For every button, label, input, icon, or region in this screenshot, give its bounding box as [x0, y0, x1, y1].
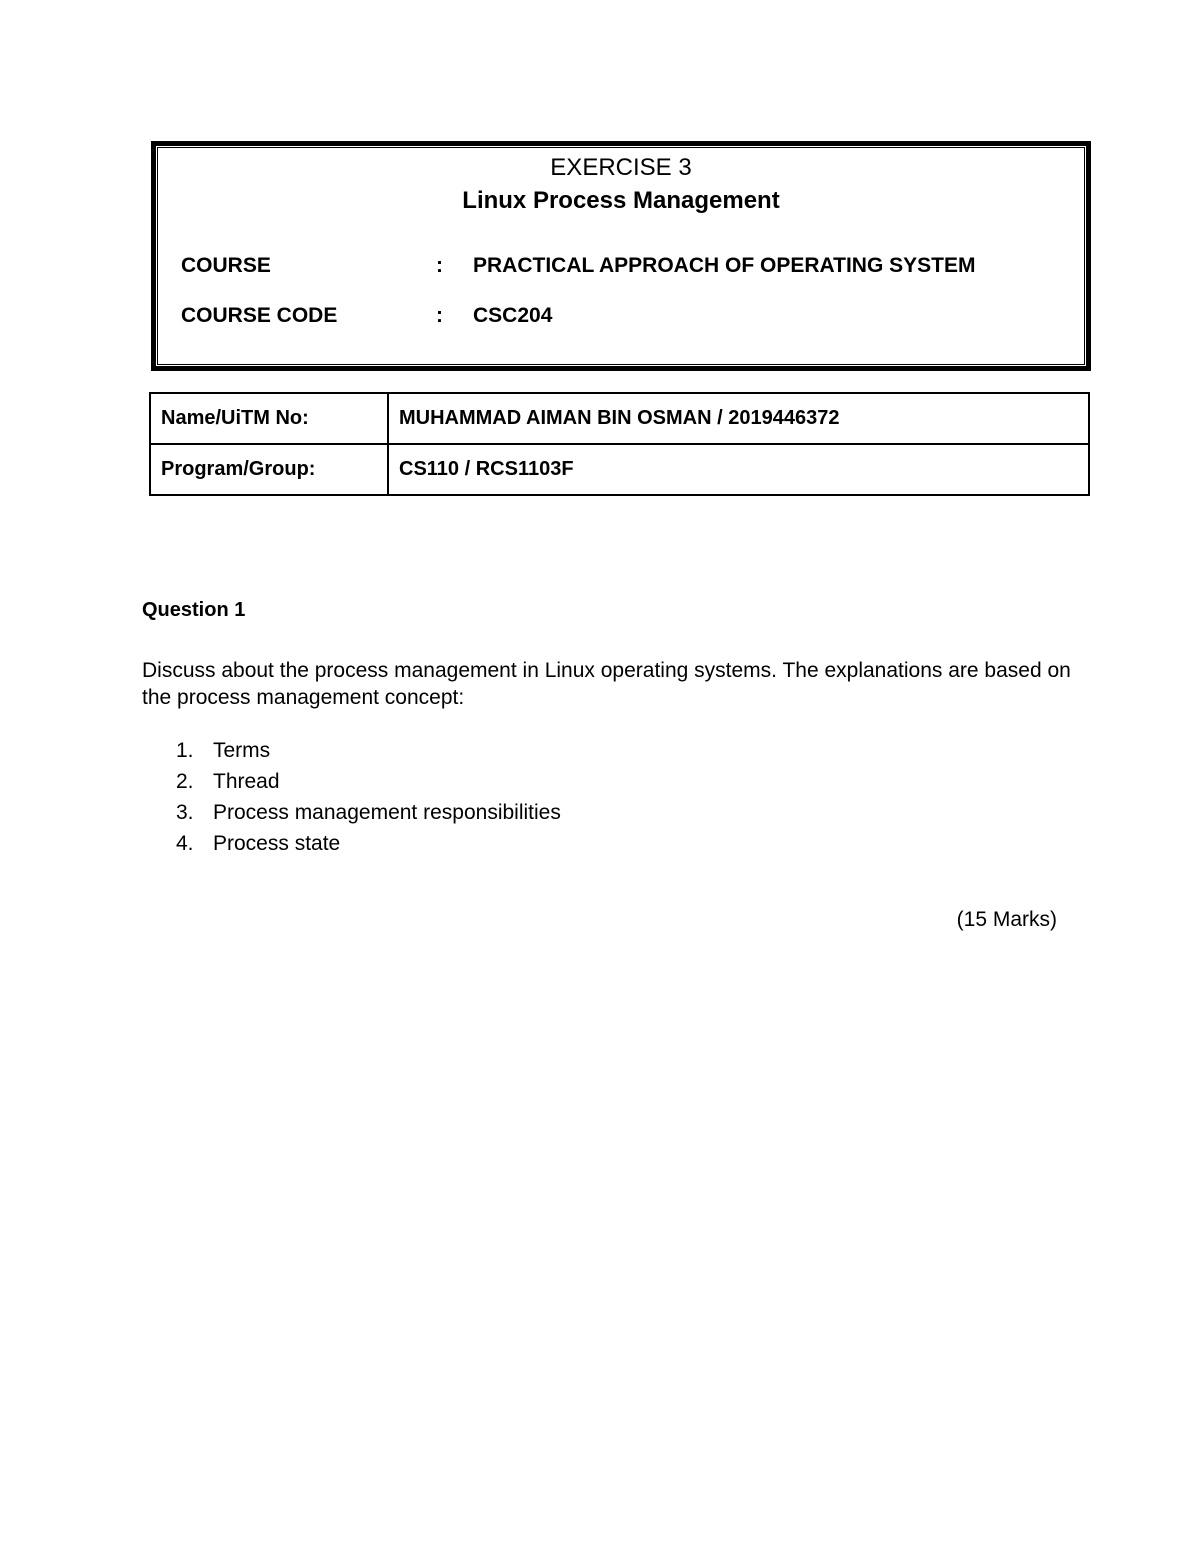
program-value-cell: CS110 / RCS1103F	[388, 444, 1089, 495]
list-item-text: Process state	[213, 832, 341, 855]
list-item-number: 4.	[176, 832, 194, 855]
course-code-colon: :	[436, 304, 443, 327]
student-info-table	[149, 392, 1090, 496]
name-value-cell: MUHAMMAD AIMAN BIN OSMAN / 2019446372	[388, 393, 1089, 444]
question-title: Question 1	[142, 599, 246, 621]
question-text: Discuss about the process management in Linux operating systems. The explanations are based on the process management concept:	[142, 659, 1071, 709]
exercise-subtitle: Linux Process Management	[462, 187, 780, 214]
list-item-text: Terms	[213, 739, 271, 762]
exercise-title: EXERCISE 3	[550, 154, 692, 181]
table-row	[150, 393, 1089, 444]
course-value: PRACTICAL APPROACH OF OPERATING SYSTEM	[473, 254, 976, 277]
list-item-text: Thread	[213, 770, 280, 793]
list-item-number: 3.	[176, 801, 194, 824]
question-marks: (15 Marks)	[956, 908, 1057, 931]
list-item-number: 2.	[176, 770, 194, 793]
course-code-value: CSC204	[473, 304, 553, 327]
list-item-text: Process management responsibilities	[213, 801, 561, 824]
table-row	[150, 444, 1089, 495]
name-label-cell: Name/UiTM No:	[150, 393, 388, 444]
course-label: COURSE	[181, 254, 271, 277]
course-code-label: COURSE CODE	[181, 304, 338, 327]
list-item-number: 1.	[176, 739, 194, 762]
course-colon: :	[436, 254, 443, 277]
exercise-header-box	[151, 141, 1091, 371]
program-label-cell: Program/Group:	[150, 444, 388, 495]
